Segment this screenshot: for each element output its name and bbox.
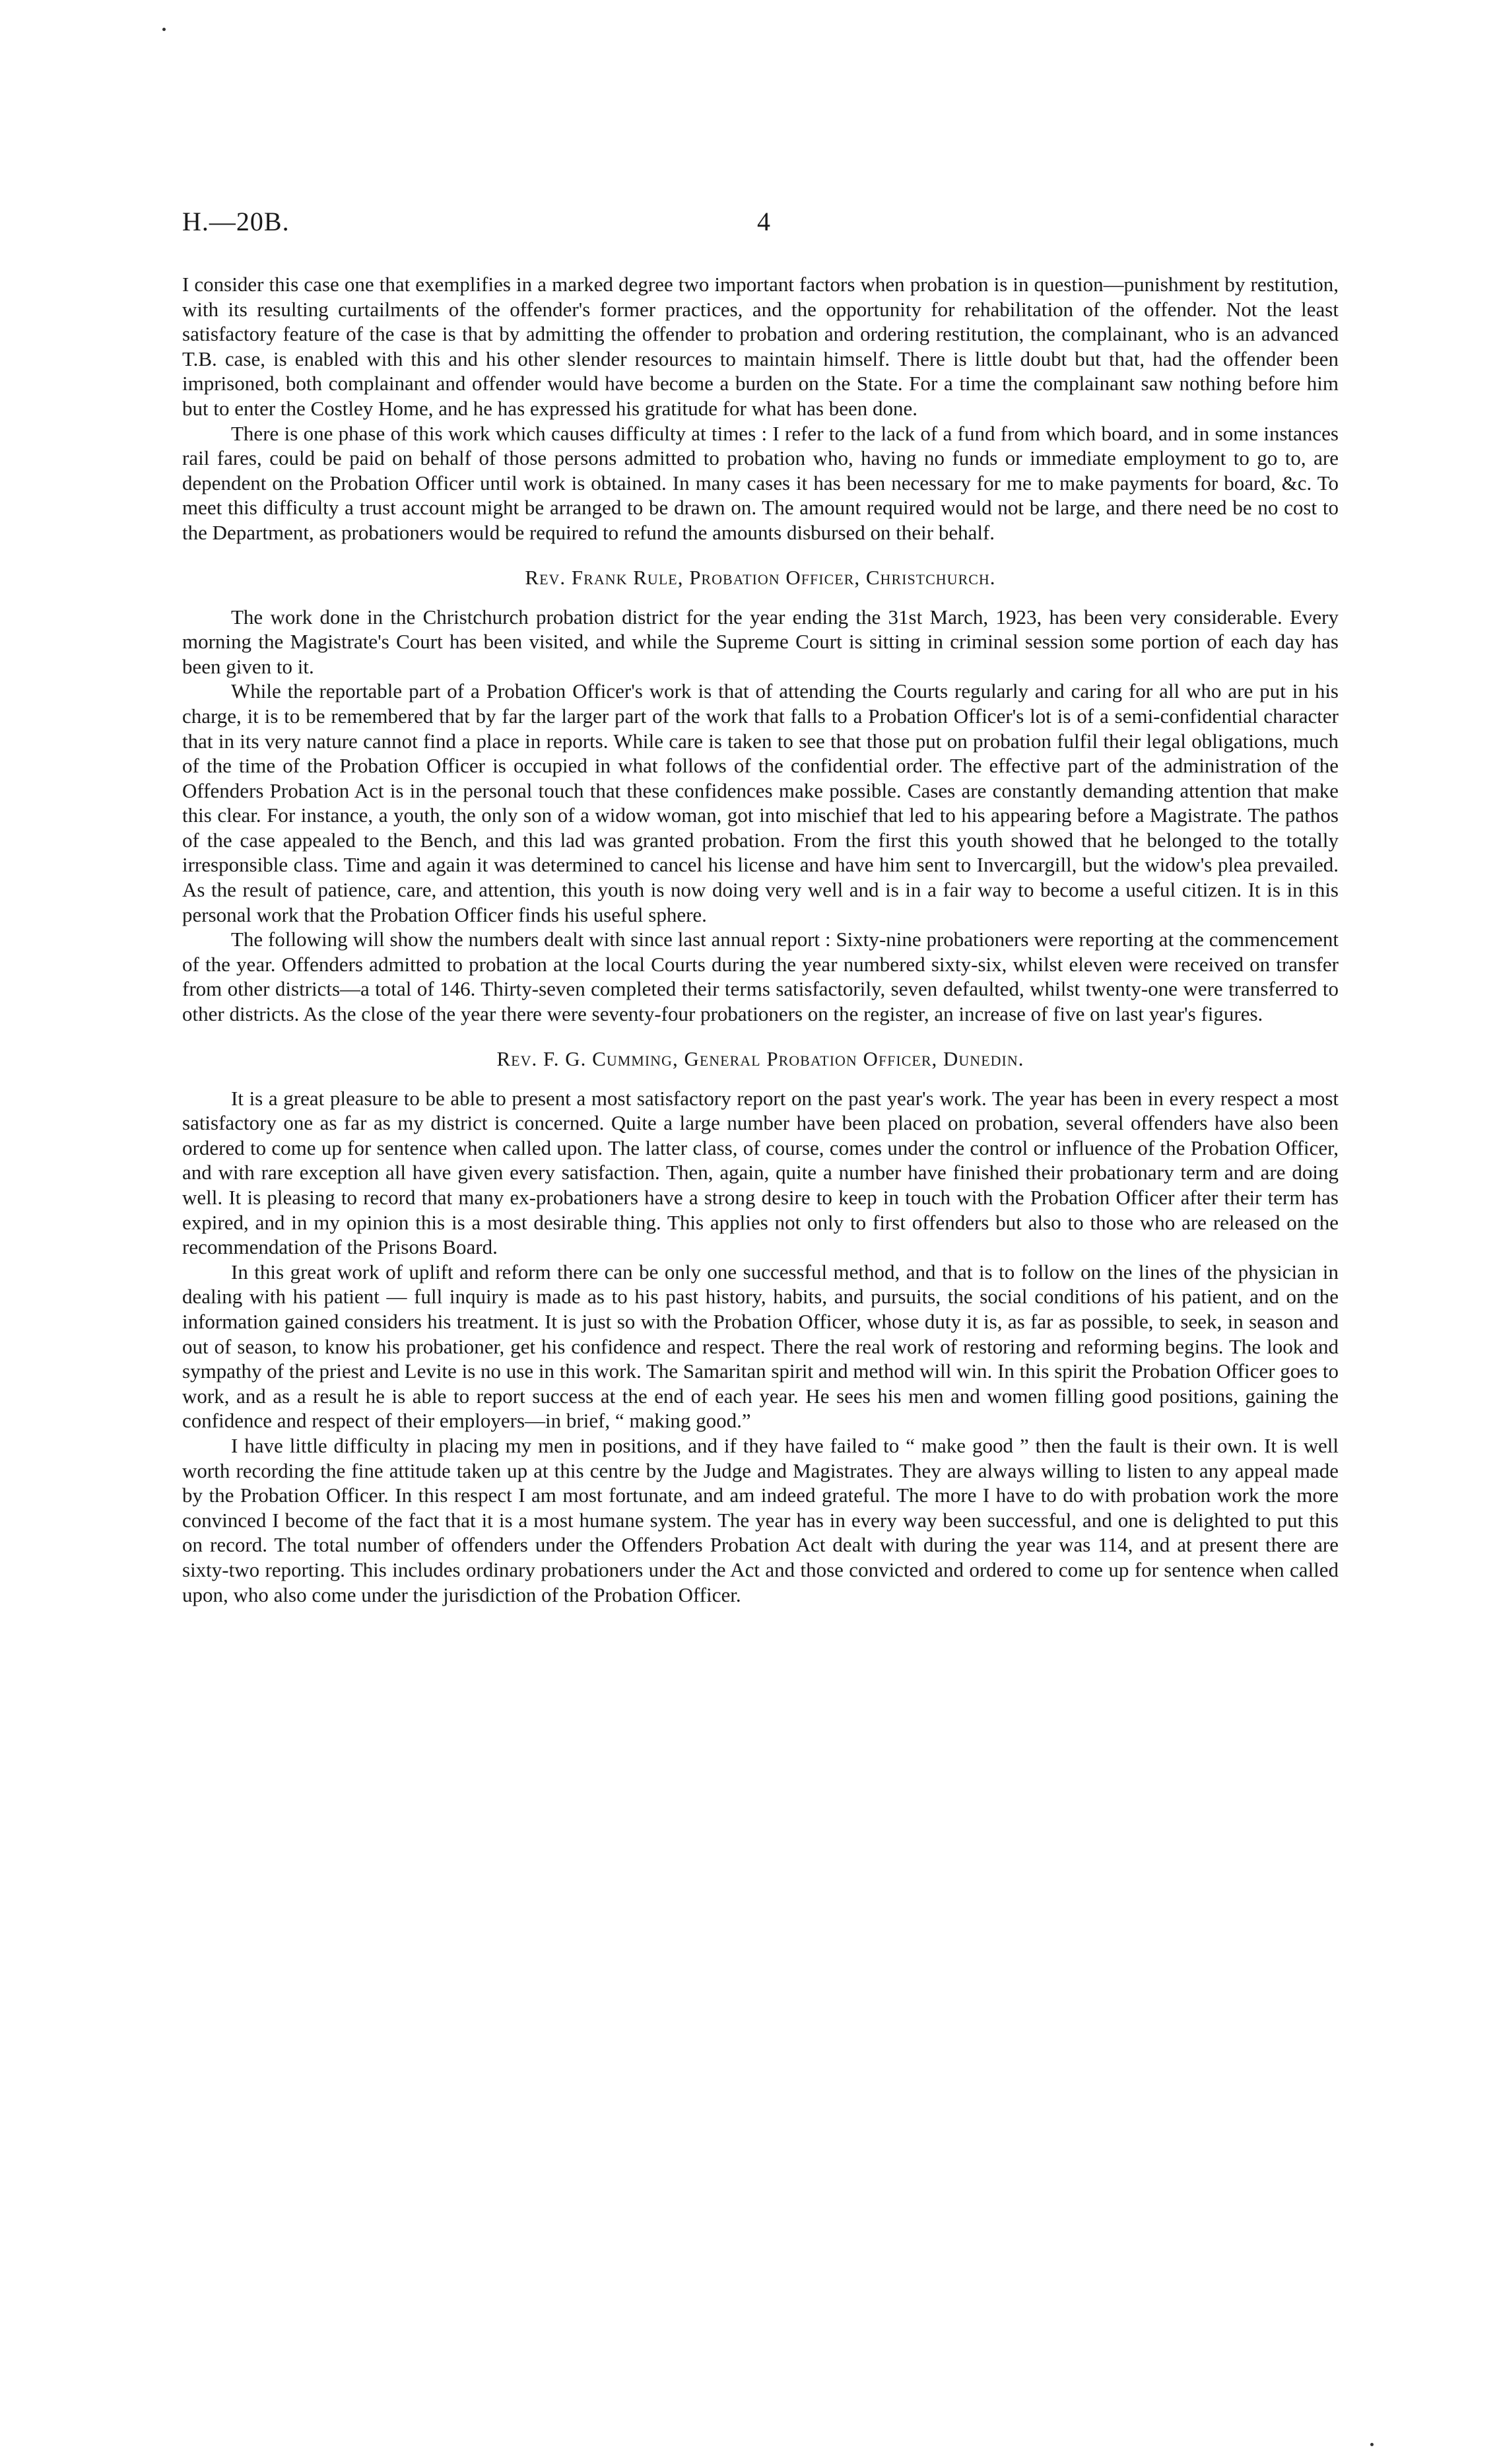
paragraph-intro-2: There is one phase of this work which causes difficulty at times : I refer to the lack of a fund from which board, and in some instances rail fares, could be paid on behalf of those persons admitted to probation who, having no funds or immediate employment to go to, are dependent on the Probation Officer until work is obtained. In many cases it has been necessary for me to make payments for board, &c. To meet this difficulty a trust account might be arranged to be drawn on. The amount required would not be large, and there need be no cost to the Department, as probationers would be required to refund the amounts disbursed on their behalf. [182, 421, 1339, 544]
paragraph-intro-1: I consider this case one that exemplifies in a marked degree two important factors when probation is in question—punishment by restitution, with its resulting curtailments of the offender's former practices, and the opportunity for rehabilitation of the offender. Not the least satisfactory feature of the case is that by admitting the offender to probation and ordering restitution, the complainant, who is an advanced T.B. case, is enabled with this and his other slender resources to maintain himself. There is little doubt but that, had the offender been imprisoned, both complainant and offender would have become a burden on the State. For a time the complainant saw nothing before him but to enter the Costley Home, and he has expressed his gratitude for what has been done. [182, 273, 1339, 420]
document-reference: H.—20B. [182, 207, 290, 236]
page-number: 4 [757, 207, 770, 236]
paragraph-christchurch-3: The following will show the numbers dealt with since last annual report : Sixty-nine probationers were reporting at the commencement of the year. Offenders admitted to probation at the local Courts during the year numbered sixty-six, whilst eleven were received on transfer from other districts—a total of 146. Thirty-seven completed their terms satisfactorily, seven defaulted, whilst twenty-one were transferred to other districts. As the close of the year there were seventy-four probationers on the register, an increase of five on last year's figures. [182, 928, 1339, 1026]
page-speck-top [162, 28, 166, 31]
paragraph-dunedin-2: In this great work of uplift and reform there can be only one successful method, and that is to follow on the lines of the physician in dealing with his patient — full inquiry is made as to his past history, habits, and pursuits, the social conditions of his patient, and on the information gained considers his treatment. It is just so with the Probation Officer, whose duty it is, as far as possible, to seek, in season and out of season, to know his probationer, get his confidence and respect. There the real work of restoring and reforming begins. The look and sympathy of the priest and Levite is no use in this work. The Samaritan spirit and method will win. In this spirit the Probation Officer goes to work, and as a result he is able to report success at the end of each year. He sees his men and women filling good positions, gaining the confidence and respect of their employers—in brief, “ making good.” [182, 1260, 1339, 1433]
report-body [182, 272, 1339, 1607]
page-speck-bottom [1370, 2443, 1374, 2446]
paragraph-dunedin-3: I have little difficulty in placing my men in positions, and if they have failed to “ make good ” then the fault is their own. It is well worth recording the fine attitude taken up at this centre by the Judge and Magistrates. They are always willing to listen to any appeal made by the Probation Officer. In this respect I am most fortunate, and am indeed grateful. The more I have to do with probation work the more convinced I become of the fact that it is a most humane system. The year has in every way been successful, and one is delighted to put this on record. The total number of offenders under the Offenders Probation Act dealt with during the year was 114, and at present there are sixty-two reporting. This includes ordinary probationers under the Act and those convicted and ordered to come up for sentence when called upon, who also come under the jurisdiction of the Probation Officer. [182, 1433, 1339, 1606]
paragraph-christchurch-2: While the reportable part of a Probation Officer's work is that of attending the Courts regularly and caring for all who are put in his charge, it is to be remembered that by far the larger part of the work that falls to a Probation Officer's lot is of a semi-confidential character that in its very nature cannot find a place in reports. While care is taken to see that those put on probation fulfil their legal obligations, much of the time of the Probation Officer is occupied in what follows of the confidential order. The effective part of the administration of the Offenders Probation Act is in the personal touch that these confidences make possible. Cases are constantly demanding attention that make this clear. For instance, a youth, the only son of a widow woman, got into mischief that led to his appearing before a Magistrate. The pathos of the case appealed to the Bench, and this lad was granted probation. From the first this youth showed that he belonged to the totally irresponsible class. Time and again it was determined to cancel his license and have him sent to Invercargill, but the widow's plea prevailed. As the result of patience, care, and attention, this youth is now doing very well and is in a fair way to become a useful citizen. It is in this personal work that the Probation Officer finds his useful sphere. [182, 679, 1339, 926]
page-header [182, 206, 1339, 246]
paragraph-christchurch-1: The work done in the Christchurch probation district for the year ending the 31st March, 1923, has been very considerable. Every morning the Magistrate's Court has been visited, and while the Supreme Court is sitting in criminal session some portion of each day has been given to it. [182, 605, 1339, 678]
paragraph-dunedin-1: It is a great pleasure to be able to present a most satisfactory report on the past year's work. The year has been in every respect a most satisfactory one as far as my district is concerned. Quite a large number have been placed on probation, several offenders have also been ordered to come up for sentence when called upon. The latter class, of course, comes under the control or influence of the Probation Officer, and with rare exception all have given every satisfaction. Then, again, quite a number have finished their probationary term and are doing well. It is pleasing to record that many ex-probationers have a strong desire to keep in touch with the Probation Officer after their term has expired, and in my opinion this is a most desirable thing. This applies not only to first offenders but also to those who are released on the recommendation of the Prisons Board. [182, 1086, 1339, 1259]
section-heading-dunedin: Rev. F. G. Cumming, General Probation Officer, Dunedin. [496, 1046, 1024, 1070]
section-heading-christchurch: Rev. Frank Rule, Probation Officer, Christchurch. [525, 565, 996, 589]
